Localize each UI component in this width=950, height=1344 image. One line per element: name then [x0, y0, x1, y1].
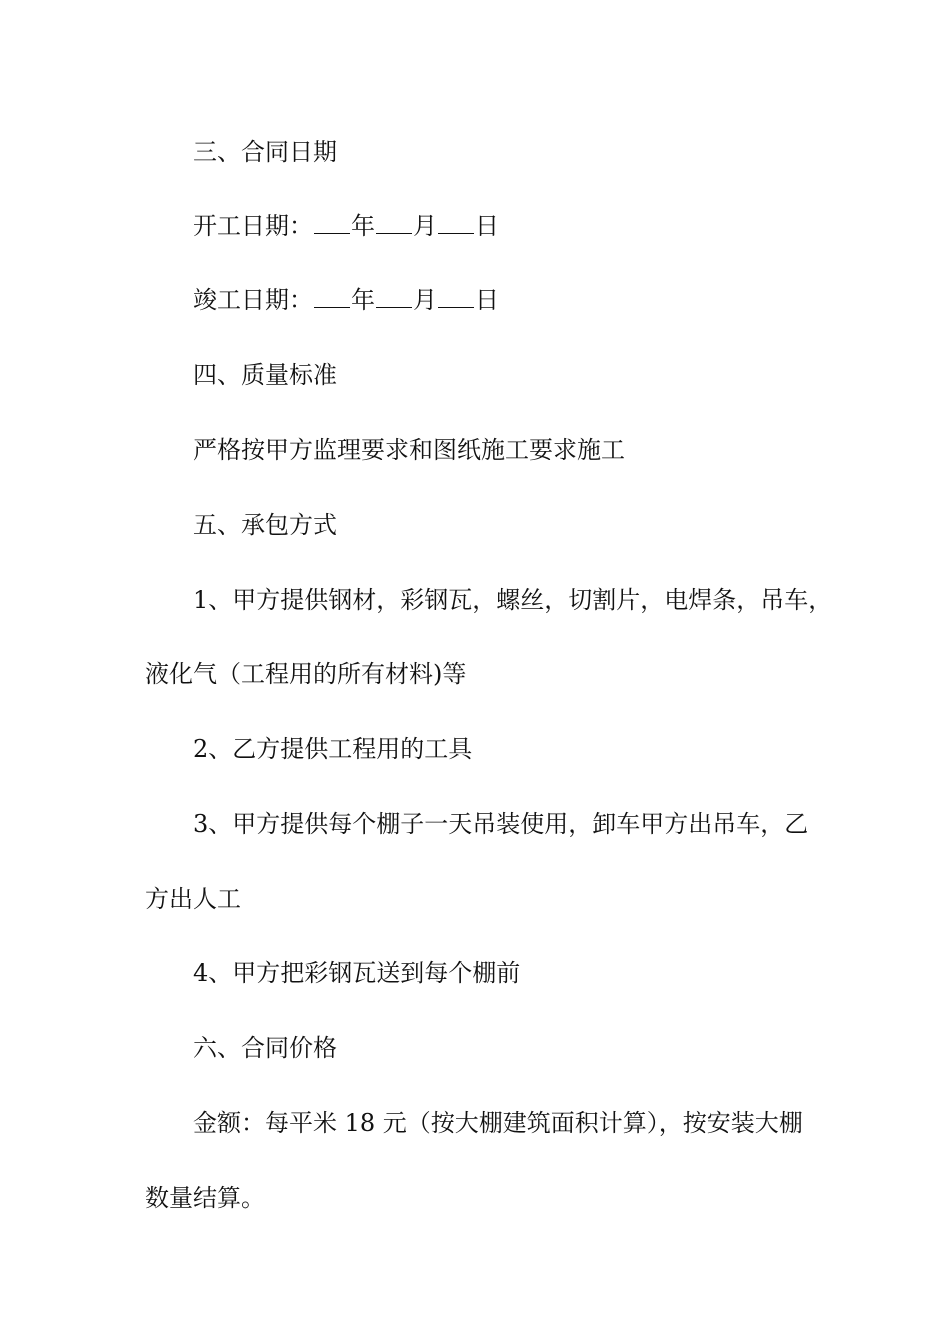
- end-month-unit: 月: [413, 286, 437, 314]
- section-4-title: 四、质量标准: [193, 361, 337, 389]
- section-5-item-3-line-1: 3、甲方提供每个棚子一天吊装使用，卸车甲方出吊车，乙: [193, 810, 809, 838]
- section-5-item-2: 2、乙方提供工程用的工具: [193, 735, 473, 763]
- start-month-blank: [376, 211, 412, 234]
- section-5-item-1-line-2: 液化气（工程用的所有材料)等: [145, 660, 467, 688]
- end-day-unit: 日: [475, 286, 499, 314]
- section-3-title: 三、合同日期: [193, 138, 337, 166]
- start-month-unit: 月: [413, 212, 437, 240]
- start-day-blank: [438, 211, 474, 234]
- end-month-blank: [376, 285, 412, 308]
- end-date-line: [193, 284, 499, 316]
- section-5-title: 五、承包方式: [193, 511, 337, 539]
- end-year-unit: 年: [351, 286, 375, 314]
- start-year-blank: [314, 211, 350, 234]
- start-date-label: 开工日期：: [193, 212, 313, 240]
- start-day-unit: 日: [475, 212, 499, 240]
- section-6-body-line-2: 数量结算。: [145, 1184, 265, 1212]
- section-5-item-3-line-2: 方出人工: [145, 885, 241, 913]
- start-date-line: [193, 210, 499, 242]
- section-6-title: 六、合同价格: [193, 1034, 337, 1062]
- start-year-unit: 年: [351, 212, 375, 240]
- section-4-body: 严格按甲方监理要求和图纸施工要求施工: [193, 436, 625, 464]
- section-5-item-1-line-1: 1、甲方提供钢材，彩钢瓦，螺丝，切割片，电焊条，吊车，: [193, 586, 833, 614]
- end-day-blank: [438, 285, 474, 308]
- section-6-body-line-1: 金额：每平米 18 元（按大棚建筑面积计算），按安装大棚: [193, 1109, 803, 1137]
- section-5-item-4: 4、甲方把彩钢瓦送到每个棚前: [193, 959, 521, 987]
- end-year-blank: [314, 285, 350, 308]
- end-date-label: 竣工日期：: [193, 286, 313, 314]
